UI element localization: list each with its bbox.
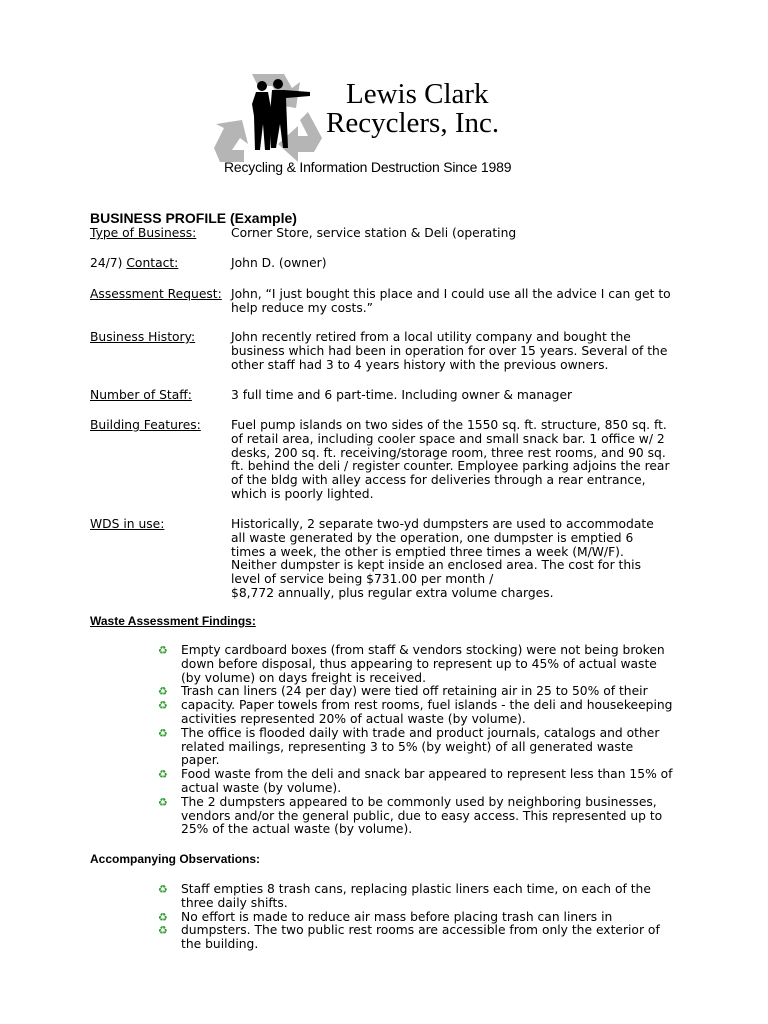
field-label: Assessment Request: [90, 287, 222, 301]
recycle-icon: ♻ [158, 924, 168, 938]
list-item-text: Staff empties 8 trash cans, replacing plastic liners each time, on each of the three daily shifts. [181, 882, 651, 910]
field-prefix: 24/7) [90, 256, 123, 270]
field-value: John D. (owner) [231, 256, 327, 270]
field-value-text: Historically, 2 separate two-yd dumpsters are used to accommodate all waste generated by the operation, one dumpster is emptied 6 times a week, the other is emptied three times a week (M/W/F). Neither dumpster is kept inside an enclosed area. The cost for this level of service being $731.00 per month / [231, 517, 654, 587]
list-item [158, 911, 673, 925]
list-item [158, 727, 673, 768]
field-value: Corner Store, service station & Deli (operating [231, 226, 517, 240]
list-item-text: Trash can liners (24 per day) were tied off retaining air in 25 to 50% of their [181, 684, 648, 699]
list-item [158, 796, 673, 837]
logo-name-line2: Recyclers, Inc. [326, 107, 500, 139]
list-item-text: Empty cardboard boxes (from staff & vendors stocking) were not being broken down before disposal, thus appearing to represent up to 45% of actual waste (by volume) on days freight is received. [181, 643, 665, 685]
field-label: Business History: [90, 330, 196, 344]
findings-title: Waste Assessment Findings: [90, 614, 256, 628]
field-value: John recently retired from a local utility company and bought the business which had been in operation for over 15 years. Several of the other staff had 3 to 4 years history with the previous owners. [231, 330, 668, 372]
list-item [158, 924, 673, 952]
field-label: Number of Staff: [90, 388, 192, 402]
list-item [158, 699, 673, 727]
list-item [158, 685, 673, 699]
field-label: Type of Business: [90, 226, 197, 240]
list-item [158, 768, 673, 796]
observations-list [158, 883, 673, 952]
field-value: John, “I just bought this place and I could use all the advice I can get to help reduce my costs.” [231, 287, 671, 315]
field-label: Contact: [126, 256, 179, 270]
list-item [158, 883, 673, 911]
recycle-icon: ♻ [158, 644, 168, 657]
field-label: Building Features: [90, 418, 201, 432]
field-label: WDS in use: [90, 517, 165, 531]
recycle-icon: ♻ [158, 910, 168, 924]
recycle-icon: ♻ [158, 726, 168, 740]
recycle-icon: ♻ [158, 699, 168, 713]
recycle-icon: ♻ [158, 795, 168, 809]
recycle-icon: ♻ [158, 685, 168, 699]
page-title: BUSINESS PROFILE (Example) [90, 210, 297, 226]
logo-tagline: Recycling & Information Destruction Since 1989 [224, 159, 512, 175]
company-logo [214, 68, 524, 180]
list-item-text: The 2 dumpsters appeared to be commonly used by neighboring businesses, vendors and/or the general public, due to easy access. This represented up to 25% of the actual waste (by volume). [181, 794, 663, 837]
field-value: Fuel pump islands on two sides of the 1550 sq. ft. structure, 850 sq. ft. of retail area, including cooler space and small snack bar. 1 office w/ 2 desks, 200 sq. ft. receiving/storage room, three rest rooms, and 90 sq. ft. behind the deli / register counter. Employee parking adjoins the rear of the bldg with alley access for deliveries through a rear entrance, which is poorly lighted. [231, 418, 670, 501]
list-item-text: capacity. Paper towels from rest rooms, fuel islands - the deli and housekeeping activities represented 20% of actual waste (by volume). [181, 698, 673, 726]
recycle-figures-logo-icon [214, 68, 324, 168]
list-item-text: dumpsters. The two public rest rooms are accessible from only the exterior of the building. [181, 923, 660, 952]
findings-list [158, 644, 673, 837]
recycle-icon: ♻ [158, 883, 168, 896]
list-item-text: The office is flooded daily with trade and product journals, catalogs and other related mailings, representing 3 to 5% (by weight) of all generated waste paper. [181, 725, 660, 768]
field-value: 3 full time and 6 part-time. Including owner & manager [231, 388, 573, 402]
field-value-text-cont: $8,772 annually, plus regular extra volume charges. [231, 585, 554, 600]
list-item-text: No effort is made to reduce air mass before placing trash can liners in [181, 909, 613, 924]
logo-name-line1: Lewis Clark [346, 78, 489, 110]
list-item-text: Food waste from the deli and snack bar appeared to represent less than 15% of actual waste (by volume). [181, 767, 673, 795]
field-value [231, 518, 671, 601]
recycle-icon: ♻ [158, 768, 168, 782]
observations-title: Accompanying Observations: [90, 852, 261, 866]
list-item [158, 644, 673, 685]
